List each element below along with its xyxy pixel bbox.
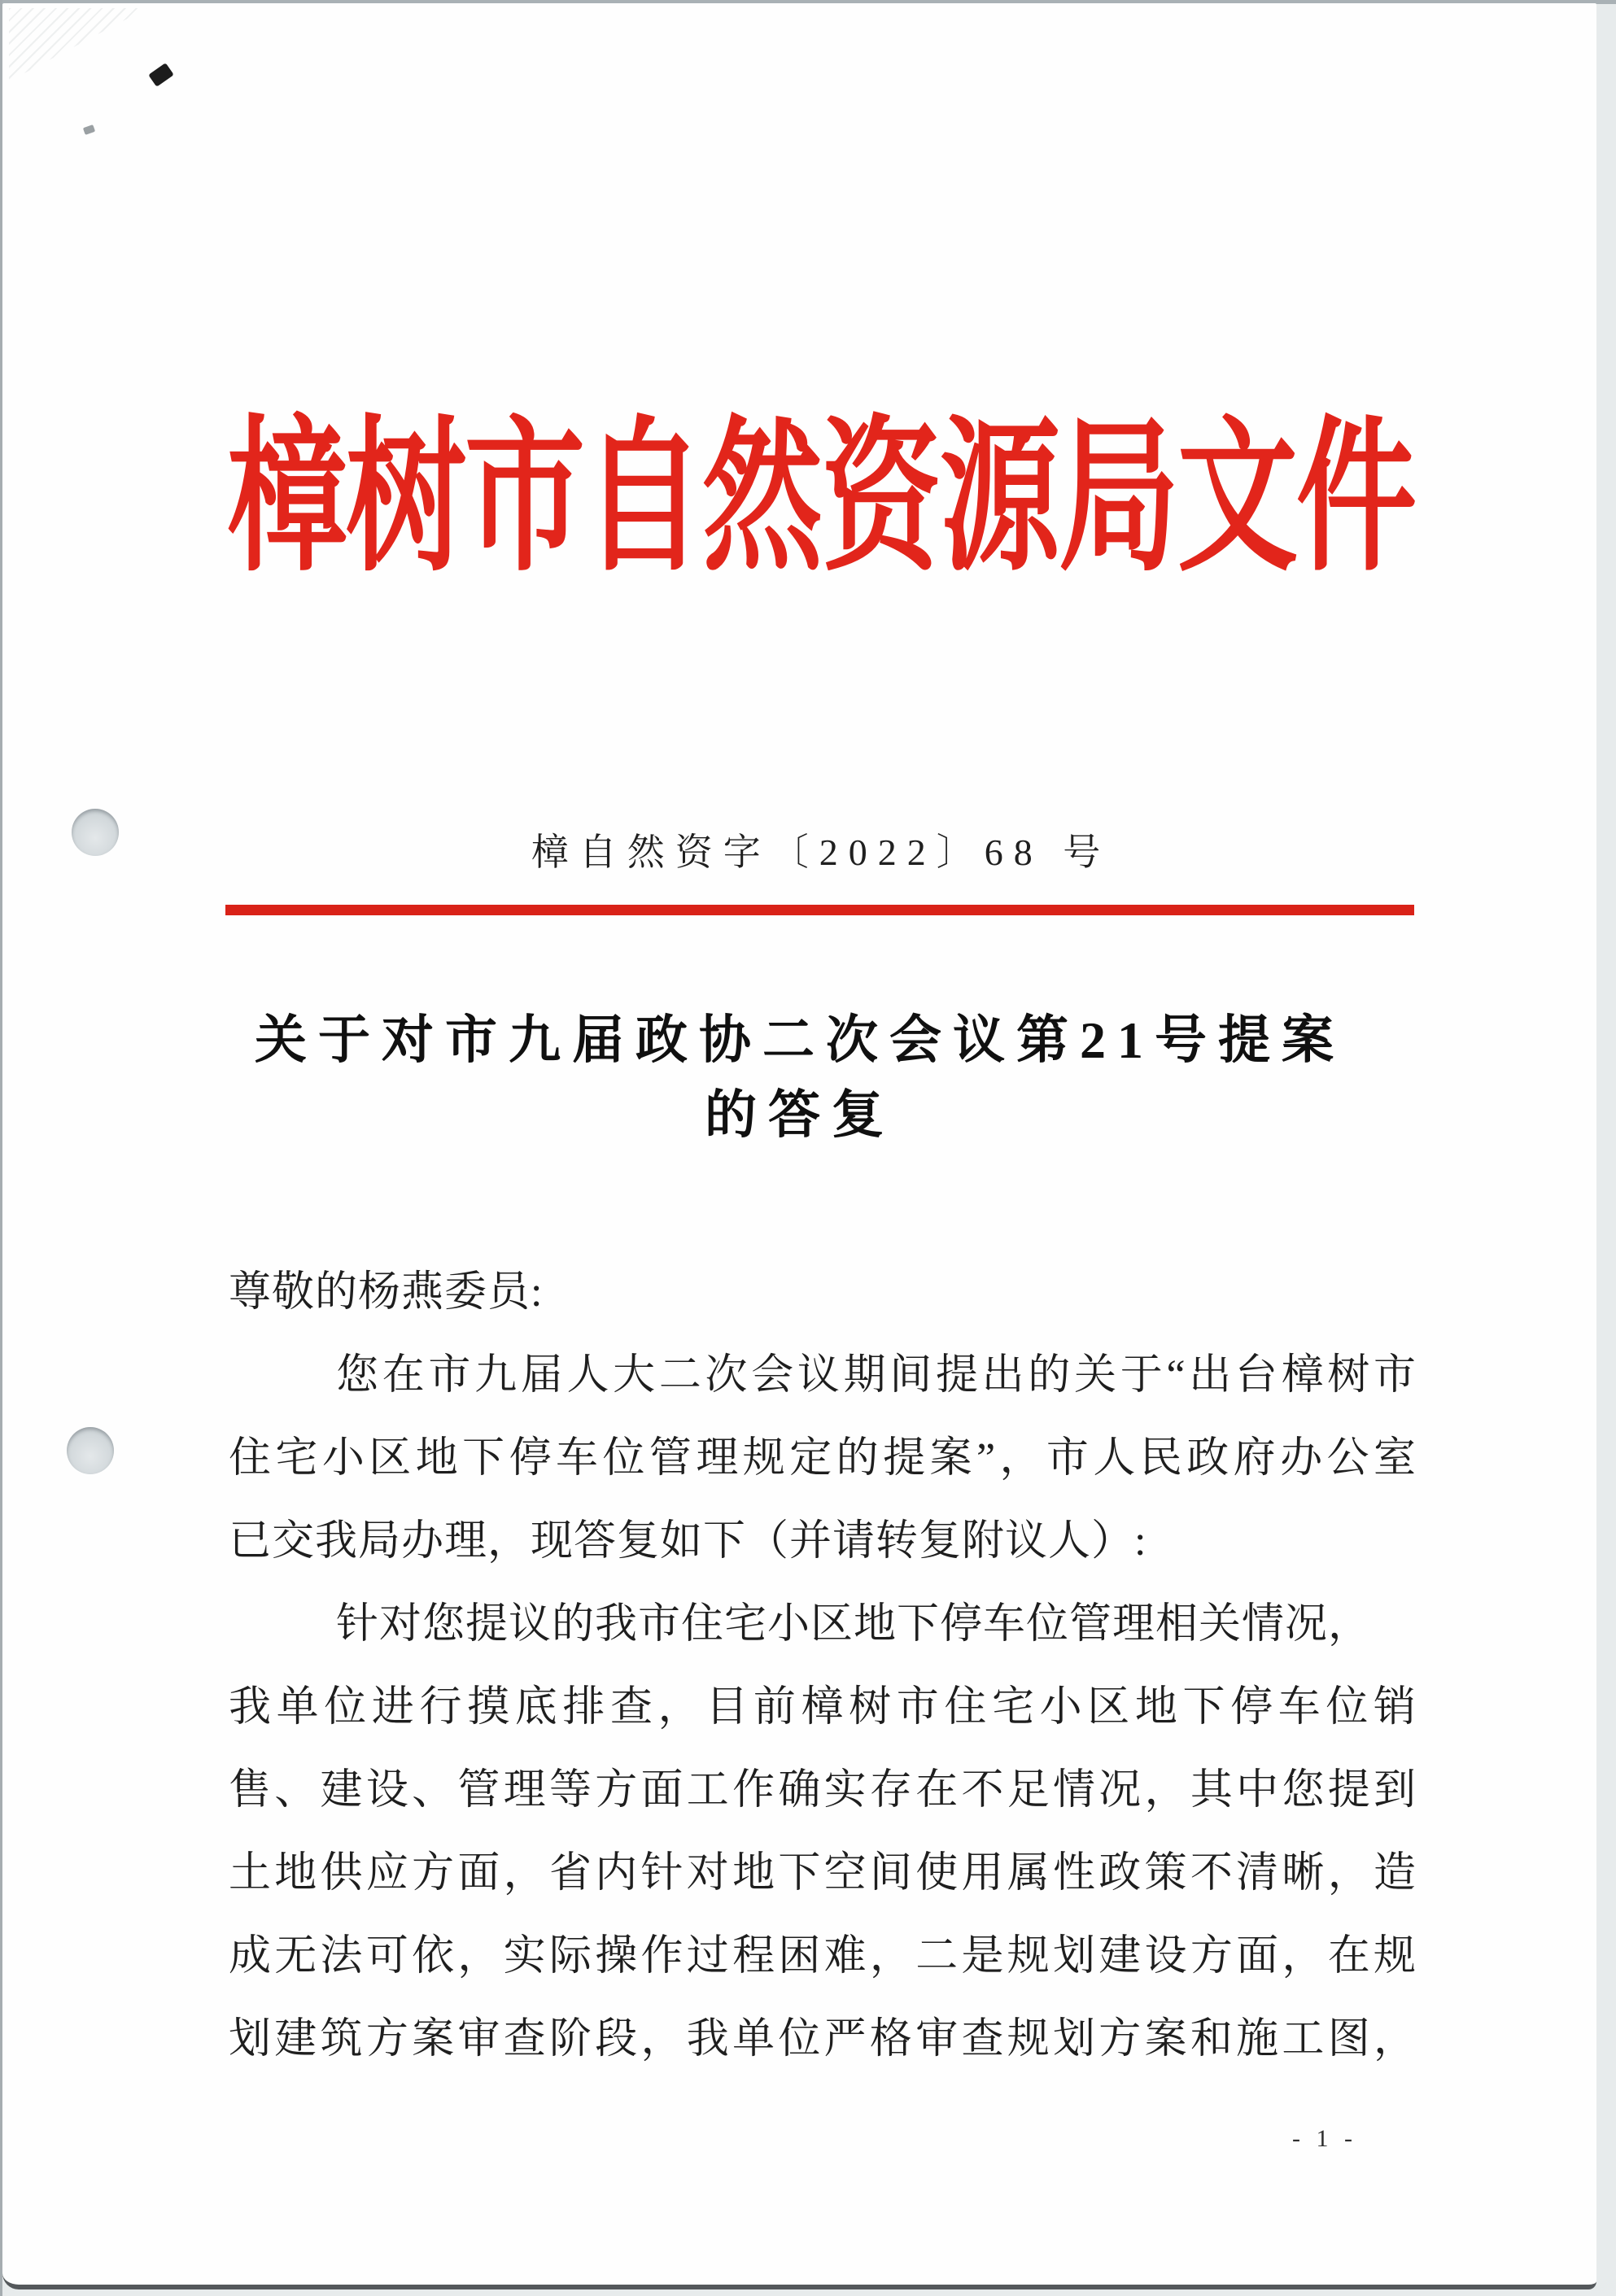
body-line: 住宅小区地下停车位管理规定的提案”，市人民政府办公室 (229, 1435, 1416, 1482)
body-line: 针对您提议的我市住宅小区地下停车位管理相关情况， (336, 1601, 1372, 1648)
page-number: - 1 - (1292, 2125, 1357, 2152)
body-line: 划建筑方案审查阶段，我单位严格审查规划方案和施工图， (229, 2016, 1416, 2062)
scan-texture-artifact (9, 8, 147, 81)
document-title (108, 1007, 1492, 1149)
body-line: 土地供应方面，省内针对地下空间使用属性政策不清晰，造 (229, 1850, 1416, 1897)
body-line: 我单位进行摸底排查，目前樟树市住宅小区地下停车位销 (229, 1684, 1416, 1731)
punch-hole (67, 1427, 114, 1474)
scan-speck (148, 63, 174, 87)
body-line: 已交我局办理，现答复如下（并请转复附议人）: (229, 1518, 1147, 1565)
document-reference-number: 樟自然资字〔2022〕68 号 (531, 832, 1112, 873)
red-divider-rule (225, 905, 1414, 915)
body-line: 您在市九届人大二次会议期间提出的关于“出台樟树市 (336, 1352, 1416, 1399)
body-line: 售、建设、管理等方面工作确实存在不足情况，其中您提到 (229, 1767, 1416, 1814)
scan-speck (83, 124, 95, 135)
red-header-banner: 樟树市自然资源局文件 (227, 407, 1415, 592)
body-line: 尊敬的杨燕委员: (229, 1269, 544, 1316)
body-line: 成无法可依，实际操作过程困难，二是规划建设方面，在规 (229, 1933, 1416, 1980)
punch-hole (72, 809, 119, 856)
document-title-line2: 的答复 (705, 1086, 895, 1144)
document-page (2, 3, 1596, 2289)
document-title-line1: 关于对市九届政协二次会议第21号提案 (255, 1011, 1345, 1069)
body-text (229, 1251, 1416, 2081)
